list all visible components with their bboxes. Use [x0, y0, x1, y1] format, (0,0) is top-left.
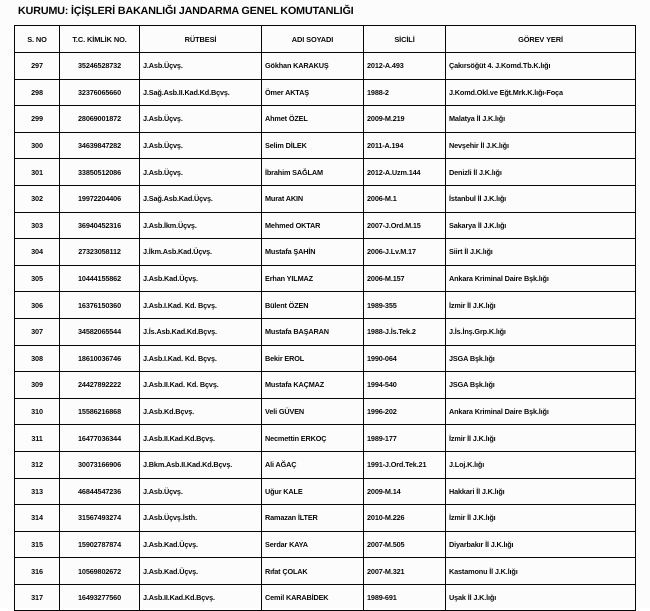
personnel-table [14, 25, 636, 611]
cell-duty-station: JSGA Bşk.lığı [446, 345, 636, 372]
cell-name: Ramazan İLTER [262, 505, 364, 532]
cell-name: Gökhan KARAKUŞ [262, 53, 364, 80]
cell-tc-id: 33850512086 [60, 159, 140, 186]
cell-sno: 297 [15, 53, 60, 80]
cell-duty-station: Çakırsöğüt 4. J.Komd.Tb.K.lığı [446, 53, 636, 80]
cell-sno: 300 [15, 132, 60, 159]
cell-serial: 2012-A.493 [364, 53, 446, 80]
cell-duty-station: J.Komd.Okl.ve Eğt.Mrk.K.lığı-Foça [446, 79, 636, 106]
cell-rank: J.Asb.II.Kad. Kd. Bçvş. [140, 372, 262, 399]
table-row [15, 425, 636, 452]
table-row [15, 505, 636, 532]
cell-name: Uğur KALE [262, 478, 364, 505]
cell-name: Murat AKIN [262, 185, 364, 212]
cell-rank: J.Asb.Kd.Bçvş. [140, 398, 262, 425]
table-row [15, 132, 636, 159]
cell-tc-id: 15902787874 [60, 531, 140, 558]
cell-name: Erhan YILMAZ [262, 265, 364, 292]
cell-duty-station: Denizli İl J.K.lığı [446, 159, 636, 186]
cell-tc-id: 16477036344 [60, 425, 140, 452]
cell-serial: 2007-M.505 [364, 531, 446, 558]
cell-duty-station: İzmir İl J.K.lığı [446, 425, 636, 452]
cell-duty-station: Sakarya İl J.K.lığı [446, 212, 636, 239]
cell-sno: 312 [15, 451, 60, 478]
cell-sno: 314 [15, 505, 60, 532]
cell-serial: 1989-355 [364, 292, 446, 319]
cell-sno: 315 [15, 531, 60, 558]
cell-rank: J.Asb.Üçvş.İsth. [140, 505, 262, 532]
table-body [15, 53, 636, 611]
cell-rank: J.Asb.Kad.Üçvş. [140, 558, 262, 585]
cell-name: Mustafa KAÇMAZ [262, 372, 364, 399]
cell-duty-station: Siirt İl J.K.lığı [446, 239, 636, 266]
cell-duty-station: Hakkari İl J.K.lığı [446, 478, 636, 505]
cell-duty-station: Ankara Kriminal Daire Bşk.lığı [446, 265, 636, 292]
cell-tc-id: 46844547236 [60, 478, 140, 505]
cell-sno: 301 [15, 159, 60, 186]
cell-tc-id: 35246528732 [60, 53, 140, 80]
cell-serial: 2007-J.Ord.M.15 [364, 212, 446, 239]
cell-rank: J.Asb.Üçvş. [140, 106, 262, 133]
cell-serial: 1996-202 [364, 398, 446, 425]
cell-serial: 1989-177 [364, 425, 446, 452]
table-row [15, 451, 636, 478]
cell-tc-id: 34582065544 [60, 318, 140, 345]
cell-sno: 311 [15, 425, 60, 452]
table-row [15, 558, 636, 585]
cell-tc-id: 30073166906 [60, 451, 140, 478]
cell-rank: J.Asb.I.Kad. Kd. Bçvş. [140, 292, 262, 319]
table-row [15, 79, 636, 106]
cell-sno: 299 [15, 106, 60, 133]
cell-tc-id: 16493277560 [60, 584, 140, 611]
cell-name: Ömer AKTAŞ [262, 79, 364, 106]
table-row [15, 531, 636, 558]
cell-serial: 2006-J.Lv.M.17 [364, 239, 446, 266]
cell-name: Cemil KARABİDEK [262, 584, 364, 611]
cell-serial: 1989-691 [364, 584, 446, 611]
cell-rank: J.Asb.II.Kad.Kd.Bçvş. [140, 425, 262, 452]
table-row [15, 212, 636, 239]
cell-sno: 302 [15, 185, 60, 212]
cell-rank: J.Asb.Üçvş. [140, 53, 262, 80]
cell-name: Mustafa ŞAHİN [262, 239, 364, 266]
cell-serial: 2006-M.1 [364, 185, 446, 212]
cell-duty-station: J.Loj.K.lığı [446, 451, 636, 478]
cell-rank: J.Asb.Üçvş. [140, 159, 262, 186]
cell-serial: 2012-A.Uzm.144 [364, 159, 446, 186]
cell-serial: 1991-J.Ord.Tek.21 [364, 451, 446, 478]
column-header-serial: SİCİLİ [364, 26, 446, 53]
cell-duty-station: Ankara Kriminal Daire Bşk.lığı [446, 398, 636, 425]
cell-duty-station: Nevşehir İl J.K.lığı [446, 132, 636, 159]
cell-tc-id: 28069001872 [60, 106, 140, 133]
cell-tc-id: 10444155862 [60, 265, 140, 292]
cell-rank: J.İs.Asb.Kad.Kd.Bçvş. [140, 318, 262, 345]
cell-name: Ali AĞAÇ [262, 451, 364, 478]
cell-name: Bülent ÖZEN [262, 292, 364, 319]
cell-name: Ahmet ÖZEL [262, 106, 364, 133]
table-row [15, 292, 636, 319]
table-row [15, 185, 636, 212]
cell-name: İbrahim SAĞLAM [262, 159, 364, 186]
cell-rank: J.Asb.Kad.Üçvş. [140, 265, 262, 292]
cell-sno: 316 [15, 558, 60, 585]
cell-tc-id: 31567493274 [60, 505, 140, 532]
cell-name: Serdar KAYA [262, 531, 364, 558]
cell-tc-id: 36940452316 [60, 212, 140, 239]
cell-serial: 2006-M.157 [364, 265, 446, 292]
personnel-table-container [14, 25, 636, 611]
column-header-tc-id: T.C. KİMLİK NO. [60, 26, 140, 53]
table-row [15, 53, 636, 80]
cell-rank: J.Sağ.Asb.II.Kad.Kd.Bçvş. [140, 79, 262, 106]
cell-sno: 313 [15, 478, 60, 505]
cell-sno: 304 [15, 239, 60, 266]
cell-name: Necmettin ERKOÇ [262, 425, 364, 452]
cell-tc-id: 15586216868 [60, 398, 140, 425]
column-header-duty-station: GÖREV YERİ [446, 26, 636, 53]
cell-serial: 1994-540 [364, 372, 446, 399]
cell-tc-id: 18610036746 [60, 345, 140, 372]
cell-rank: J.Asb.İkm.Üçvş. [140, 212, 262, 239]
cell-duty-station: Uşak İl J.K.lığı [446, 584, 636, 611]
cell-sno: 305 [15, 265, 60, 292]
cell-rank: J.Asb.I.Kad. Kd. Bçvş. [140, 345, 262, 372]
cell-tc-id: 32376065660 [60, 79, 140, 106]
table-header [15, 26, 636, 53]
cell-serial: 1988-J.İs.Tek.2 [364, 318, 446, 345]
cell-name: Selim DİLEK [262, 132, 364, 159]
cell-rank: J.Asb.Üçvş. [140, 132, 262, 159]
cell-duty-station: JSGA Bşk.lığı [446, 372, 636, 399]
cell-serial: 1988-2 [364, 79, 446, 106]
cell-duty-station: Kastamonu İl J.K.lığı [446, 558, 636, 585]
cell-sno: 309 [15, 372, 60, 399]
table-row [15, 345, 636, 372]
table-row [15, 478, 636, 505]
cell-name: Veli GÜVEN [262, 398, 364, 425]
cell-serial: 2007-M.321 [364, 558, 446, 585]
institution-heading: KURUMU: İÇİŞLERİ BAKANLIĞI JANDARMA GENEL KOMUTANLIĞI [17, 5, 354, 17]
cell-serial: 2011-A.194 [364, 132, 446, 159]
table-row [15, 159, 636, 186]
cell-sno: 317 [15, 584, 60, 611]
table-row [15, 239, 636, 266]
table-header-row [15, 26, 636, 53]
table-row [15, 106, 636, 133]
column-header-sno: S. NO [15, 26, 60, 53]
cell-name: Mehmed OKTAR [262, 212, 364, 239]
cell-tc-id: 34639847282 [60, 132, 140, 159]
column-header-rank: RÜTBESİ [140, 26, 262, 53]
cell-tc-id: 24427892222 [60, 372, 140, 399]
cell-tc-id: 16376150360 [60, 292, 140, 319]
table-row [15, 265, 636, 292]
table-row [15, 398, 636, 425]
cell-duty-station: J.İs.İnş.Grp.K.lığı [446, 318, 636, 345]
cell-rank: J.Bkm.Asb.II.Kad.Kd.Bçvş. [140, 451, 262, 478]
cell-name: Rıfat ÇOLAK [262, 558, 364, 585]
cell-duty-station: İzmir İl J.K.lığı [446, 292, 636, 319]
cell-duty-station: İstanbul İl J.K.lığı [446, 185, 636, 212]
cell-tc-id: 10569802672 [60, 558, 140, 585]
cell-rank: J.İkm.Asb.Kad.Üçvş. [140, 239, 262, 266]
cell-sno: 306 [15, 292, 60, 319]
cell-name: Mustafa BAŞARAN [262, 318, 364, 345]
cell-serial: 1990-064 [364, 345, 446, 372]
cell-sno: 298 [15, 79, 60, 106]
cell-sno: 303 [15, 212, 60, 239]
cell-rank: J.Sağ.Asb.Kad.Üçvş. [140, 185, 262, 212]
cell-duty-station: İzmir İl J.K.lığı [446, 505, 636, 532]
cell-rank: J.Asb.II.Kad.Kd.Bçvş. [140, 584, 262, 611]
table-row [15, 372, 636, 399]
cell-sno: 307 [15, 318, 60, 345]
cell-tc-id: 19972204406 [60, 185, 140, 212]
cell-tc-id: 27323058112 [60, 239, 140, 266]
cell-serial: 2009-M.219 [364, 106, 446, 133]
cell-duty-station: Malatya İl J.K.lığı [446, 106, 636, 133]
cell-rank: J.Asb.Üçvş. [140, 478, 262, 505]
cell-serial: 2009-M.14 [364, 478, 446, 505]
cell-serial: 2010-M.226 [364, 505, 446, 532]
cell-sno: 308 [15, 345, 60, 372]
cell-rank: J.Asb.Kad.Üçvş. [140, 531, 262, 558]
table-row [15, 584, 636, 611]
column-header-name: ADI SOYADI [262, 26, 364, 53]
cell-sno: 310 [15, 398, 60, 425]
cell-duty-station: Diyarbakır İl J.K.lığı [446, 531, 636, 558]
table-row [15, 318, 636, 345]
cell-name: Bekir EROL [262, 345, 364, 372]
